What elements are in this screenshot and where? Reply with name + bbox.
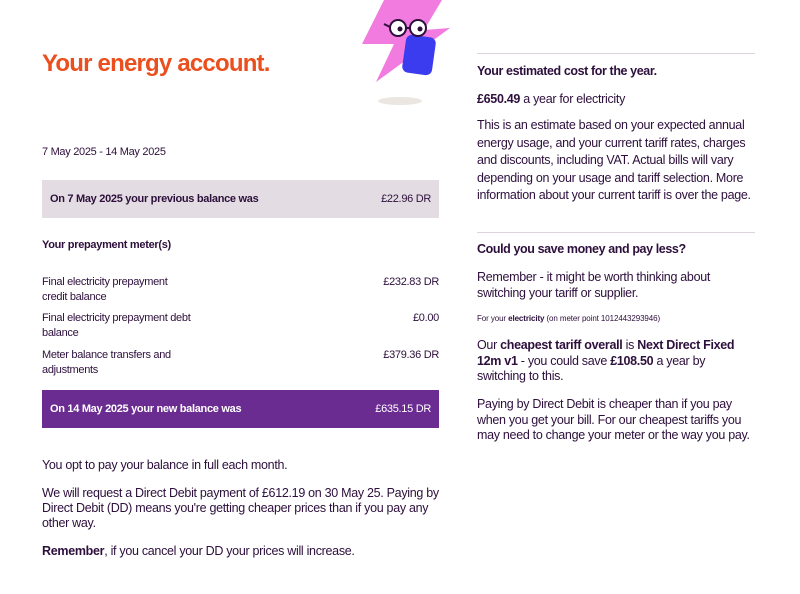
tariff-saving: £108.50 — [610, 353, 654, 368]
meter-row-value: £379.36 DR — [383, 349, 439, 361]
lightning-bolt-mascot-icon — [358, 0, 450, 110]
prepayment-meters-heading: Your prepayment meter(s) — [42, 239, 171, 251]
direct-debit-text: We will request a Direct Debit payment of £612.19 on 30 May 25. Paying by Direct Debit (DD) means you're getting cheaper prices than if you pay any other way. — [42, 486, 439, 530]
tariff-name: Next Direct Fixed 12m v1 — [477, 338, 735, 368]
previous-balance-label: On 7 May 2025 your previous balance was — [50, 193, 259, 205]
tariff-text-1: Our — [477, 338, 501, 352]
direct-debit-cheaper-text: Paying by Direct Debit is cheaper than if you pay when you get your bill. For our cheapest tariffs you may need to change your meter or the way you pay. — [477, 397, 750, 442]
remember-bold: Remember — [42, 544, 105, 558]
meter-point-prefix: For your — [477, 314, 509, 323]
page-title: Your energy account. — [42, 50, 270, 77]
remember-text — [42, 544, 442, 559]
cheapest-tariff-text — [477, 338, 757, 385]
new-balance-value: £635.15 DR — [375, 403, 431, 415]
meter-row-label: Meter balance transfers and adjustments — [42, 349, 171, 376]
estimate-amount: £650.49 — [477, 92, 521, 106]
meter-row-label: Final electricity prepayment credit balance — [42, 276, 168, 303]
meter-point-note — [477, 314, 757, 323]
estimate-amount-suffix: a year for electricity — [520, 92, 626, 106]
meter-row — [42, 275, 439, 305]
tariff-text-3: - you could save — [517, 353, 611, 368]
meter-point-fuel: electricity — [508, 314, 545, 323]
payment-preference-text: You opt to pay your balance in full each month. — [42, 458, 288, 472]
previous-balance-value: £22.96 DR — [381, 193, 431, 205]
meter-row-value: £232.83 DR — [383, 276, 439, 288]
tariff-text-4: a year by switching to this. — [477, 353, 706, 383]
meter-row-value: £0.00 — [412, 312, 439, 324]
meter-row-label: Final electricity prepayment debt balance — [42, 312, 191, 339]
meter-row — [42, 348, 439, 378]
save-heading: Could you save money and pay less? — [477, 242, 686, 256]
tariff-bold-1: cheapest tariff overall — [500, 338, 623, 352]
estimate-amount-line — [477, 91, 757, 109]
statement-period: 7 May 2025 - 14 May 2025 — [42, 146, 166, 158]
switch-reminder: Remember - it might be worth thinking about switching your tariff or supplier. — [477, 270, 711, 300]
divider — [477, 232, 755, 233]
new-balance-row — [42, 390, 439, 428]
remember-rest: , if you cancel your DD your prices will increase. — [104, 544, 355, 558]
divider — [477, 53, 755, 54]
meter-row — [42, 311, 439, 341]
new-balance-label: On 14 May 2025 your new balance was — [50, 403, 242, 415]
tariff-text-2: is — [622, 338, 638, 352]
meter-point-suffix: (on meter point 1012443293946) — [544, 314, 661, 323]
previous-balance-row — [42, 180, 439, 218]
estimate-heading: Your estimated cost for the year. — [477, 64, 657, 78]
estimate-description: This is an estimate based on your expected annual energy usage, and your current tariff rates, charges and discounts, including VAT. Actual bills will vary depending on your usage and tariff selection. More information about your current tariff is over the page. — [477, 118, 751, 202]
